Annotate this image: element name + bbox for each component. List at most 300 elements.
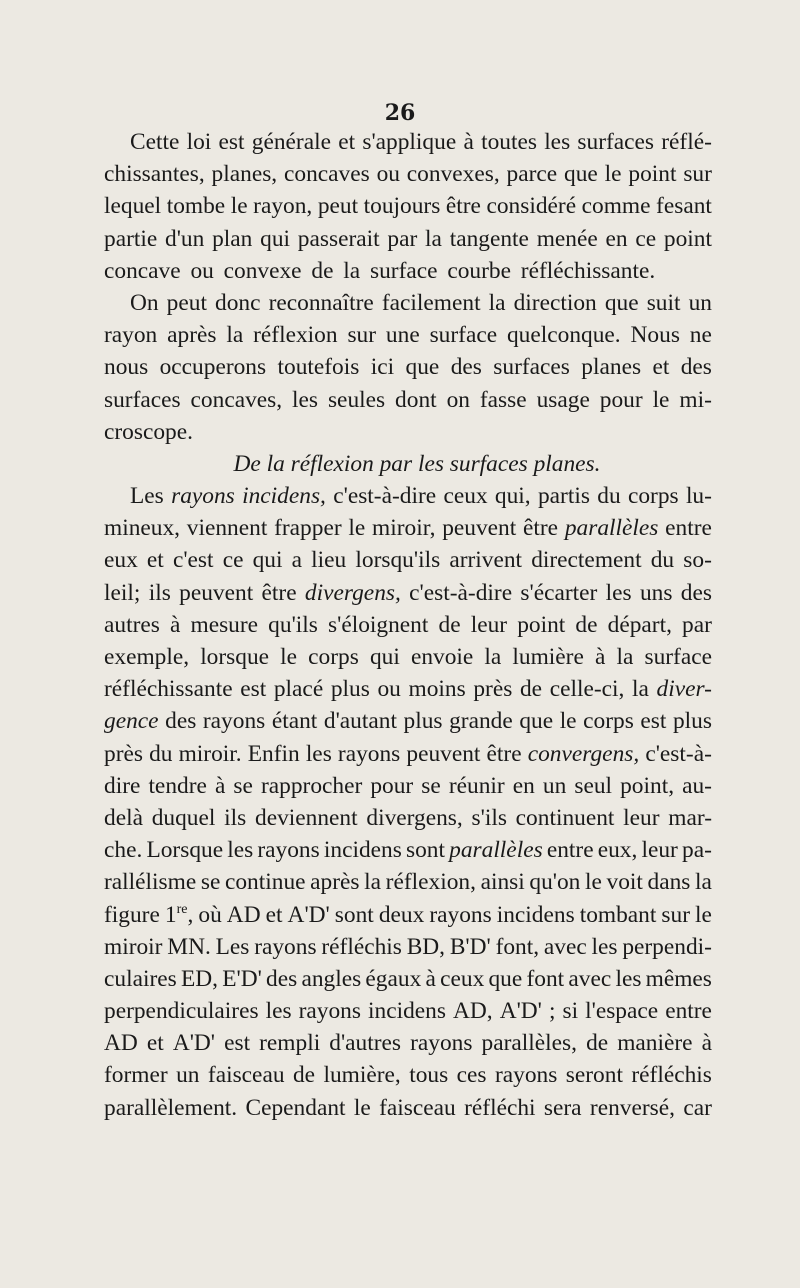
- word: réflé-: [661, 129, 712, 155]
- word: delà: [104, 804, 143, 831]
- word: tangente: [449, 225, 529, 252]
- word: ils: [224, 804, 247, 831]
- word: tombe: [166, 193, 226, 220]
- word: BD,: [406, 933, 446, 960]
- word: ED,: [180, 965, 218, 992]
- word: de: [292, 1062, 316, 1089]
- word: rayons: [410, 1030, 473, 1057]
- word: se: [233, 772, 253, 799]
- word: A'D': [499, 998, 542, 1025]
- word: à: [594, 644, 606, 670]
- text-line: [104, 480, 712, 512]
- word: ou: [377, 676, 401, 703]
- word: sur: [661, 901, 691, 928]
- word: lumière: [512, 644, 584, 670]
- word: est: [640, 708, 667, 735]
- word: le: [604, 161, 622, 188]
- word: toutefois: [277, 354, 360, 381]
- figure-number: 1: [164, 901, 177, 928]
- word: moins: [408, 676, 466, 703]
- word: convexes,: [406, 161, 500, 188]
- word: un: [688, 289, 712, 316]
- word: corps: [627, 483, 679, 510]
- word: sont: [334, 901, 374, 928]
- word: les: [615, 965, 642, 992]
- word: surface: [644, 644, 712, 670]
- word: un: [176, 1062, 200, 1089]
- word: mi-: [679, 386, 712, 413]
- word: seront: [565, 1062, 623, 1089]
- word: le: [585, 869, 602, 896]
- word: des: [165, 708, 197, 735]
- body-text: [104, 126, 712, 1124]
- word: être: [445, 193, 481, 220]
- word: qui,: [494, 483, 531, 510]
- word: s'écarter: [520, 579, 598, 606]
- word: une: [385, 322, 420, 349]
- word: des: [266, 965, 298, 992]
- word: sur: [347, 322, 377, 349]
- word: peuvent: [406, 740, 481, 767]
- word: che.: [104, 837, 143, 864]
- word: reconnaître: [268, 289, 374, 316]
- word: et: [652, 354, 670, 381]
- word: la: [484, 644, 502, 670]
- word: concave: [104, 257, 181, 284]
- word: figure: [104, 901, 160, 928]
- word: pour: [599, 386, 643, 413]
- word: ceux: [440, 965, 485, 992]
- word: faisceau: [207, 1062, 285, 1089]
- section-heading: [104, 448, 712, 480]
- word: partis: [537, 483, 590, 510]
- text-line: [104, 866, 712, 898]
- word: se: [200, 869, 221, 896]
- text-line: [104, 577, 712, 609]
- word: à: [169, 611, 181, 638]
- word: font: [526, 965, 565, 992]
- word: point: [628, 161, 677, 188]
- word: peut: [317, 193, 359, 220]
- text-line: [104, 834, 712, 866]
- word: l'espace: [585, 998, 659, 1025]
- word: ce: [635, 225, 657, 252]
- word: mesure: [190, 611, 259, 638]
- word: 1re,: [165, 899, 193, 931]
- word: après: [167, 322, 217, 349]
- word: lorsqu'ils: [355, 547, 441, 574]
- word: rayons: [202, 708, 266, 735]
- word: réfléchis: [631, 1062, 712, 1089]
- word: incidens: [368, 998, 446, 1025]
- word: Enfin: [247, 740, 300, 767]
- word: au-: [682, 772, 712, 799]
- word: former: [104, 1062, 168, 1089]
- word: ainsi: [480, 869, 525, 896]
- word: comme: [581, 193, 651, 220]
- word: on: [446, 386, 470, 413]
- word: rayons: [337, 740, 401, 767]
- text-line: [104, 223, 712, 255]
- word: le: [348, 515, 366, 542]
- word: que: [564, 161, 598, 188]
- word: d'un: [165, 225, 205, 252]
- word: tombant: [579, 901, 657, 928]
- word: faisceau: [379, 1094, 456, 1121]
- word: Lorsque: [146, 837, 224, 864]
- word: peuvent: [179, 579, 254, 606]
- word: courbe: [447, 257, 511, 284]
- word: tous: [409, 1062, 449, 1089]
- text-line: [104, 931, 712, 963]
- word: incidens,: [242, 483, 326, 510]
- word: rayons: [254, 933, 317, 960]
- word: en: [512, 772, 535, 799]
- word: avec: [543, 933, 587, 960]
- word: renversé,: [589, 1094, 675, 1121]
- word: mêmes: [645, 965, 712, 992]
- word: rayons: [171, 483, 235, 510]
- word: et: [338, 129, 356, 155]
- word: rayons: [298, 998, 361, 1025]
- text-line: [104, 899, 712, 931]
- word: plan: [212, 225, 253, 252]
- word: entre: [665, 998, 712, 1025]
- word: s'applique: [362, 129, 457, 155]
- word: corps: [308, 644, 359, 670]
- word: deviennent: [255, 804, 358, 831]
- word: le: [559, 708, 577, 735]
- word: parallèles: [564, 515, 659, 542]
- word: réflexion,: [385, 869, 476, 896]
- word: angles: [301, 965, 362, 992]
- word: les: [544, 129, 571, 155]
- word: des: [680, 354, 712, 381]
- text-line: [104, 802, 712, 834]
- text-line: [104, 705, 712, 737]
- word: donc: [215, 289, 261, 316]
- word: autres: [104, 611, 160, 638]
- word: convexe: [223, 257, 302, 284]
- word: sont: [405, 837, 445, 864]
- word: usage: [536, 386, 590, 413]
- word: car: [683, 1094, 712, 1121]
- word: entre: [665, 515, 712, 542]
- word: surface: [369, 257, 438, 284]
- word: qu'on: [529, 869, 581, 896]
- word: des: [450, 354, 482, 381]
- text-line: [104, 1059, 712, 1091]
- text-line: [104, 544, 712, 576]
- word: que: [488, 965, 523, 992]
- word: planes: [581, 354, 642, 381]
- text-line: [104, 416, 712, 448]
- word: point: [517, 611, 566, 638]
- word: d'autant: [323, 708, 397, 735]
- word: pa-: [682, 837, 712, 864]
- word: les: [305, 740, 332, 767]
- word: surfaces: [577, 129, 655, 155]
- word: réfléchi: [464, 1094, 536, 1121]
- word: des: [680, 579, 712, 606]
- word: générale: [251, 129, 331, 155]
- text-line: [104, 319, 712, 351]
- word: leil;: [104, 579, 141, 606]
- word: point: [663, 225, 712, 252]
- word: la: [616, 644, 634, 670]
- word: qui: [260, 225, 291, 252]
- word: Les: [215, 933, 250, 960]
- word: la: [425, 225, 442, 252]
- word: divergens,: [366, 804, 463, 831]
- word: de: [311, 257, 334, 284]
- word: suit: [646, 289, 681, 316]
- word: perpendiculaires: [104, 998, 259, 1025]
- word: où: [198, 901, 222, 928]
- word: du: [149, 740, 173, 767]
- word: rayons: [257, 837, 320, 864]
- word: se: [421, 772, 441, 799]
- word: que: [604, 289, 639, 316]
- text-line: [104, 287, 712, 319]
- word: départ,: [607, 611, 672, 638]
- word: en: [605, 225, 628, 252]
- word: est: [218, 129, 245, 155]
- word: et: [146, 1030, 164, 1057]
- heading-text: De la réflexion par les surfaces planes.: [233, 450, 601, 477]
- word: ils: [148, 579, 171, 606]
- text-line: [104, 126, 712, 158]
- word: grande: [449, 708, 513, 735]
- word: les: [227, 837, 254, 864]
- word: dire: [104, 772, 141, 799]
- word: et: [265, 901, 283, 928]
- word: sur: [683, 161, 712, 188]
- text-line: [104, 190, 712, 222]
- word: uns: [639, 579, 673, 606]
- word: qui: [252, 547, 283, 574]
- word: peut: [166, 289, 207, 316]
- word: celle-ci,: [549, 676, 625, 703]
- word: lorsque: [200, 644, 270, 670]
- word: à: [463, 129, 474, 155]
- word: viennent: [186, 515, 268, 542]
- word: surfaces: [104, 386, 181, 413]
- word: rallélisme: [104, 869, 197, 896]
- word: incidens: [496, 901, 575, 928]
- word: c'est-à-dire: [333, 483, 437, 510]
- word: a: [291, 547, 303, 574]
- word: réflexion: [253, 322, 338, 349]
- word: la: [364, 869, 382, 896]
- word: mar-: [668, 804, 712, 831]
- word: ceux: [443, 483, 488, 510]
- word: rapprocher: [260, 772, 363, 799]
- word: convergens,: [527, 740, 640, 767]
- word: leur: [641, 837, 678, 864]
- word: à: [214, 772, 226, 799]
- word: le: [280, 644, 298, 670]
- word: rayons: [494, 1062, 558, 1089]
- word: parallèles,: [481, 1030, 577, 1057]
- text-line: [104, 351, 712, 383]
- word: parce: [506, 161, 558, 188]
- word: le: [353, 1094, 371, 1121]
- word: ces: [456, 1062, 487, 1089]
- text-line: [104, 738, 712, 770]
- word: facilement: [381, 289, 481, 316]
- word: ;: [548, 998, 556, 1025]
- word: fesant: [656, 193, 712, 220]
- word: avec: [568, 965, 612, 992]
- word: lumière,: [323, 1062, 401, 1089]
- word: plus: [330, 676, 370, 703]
- word: leur: [470, 611, 508, 638]
- word: plus: [672, 708, 712, 735]
- word: être: [261, 579, 297, 606]
- word: toutes: [481, 129, 537, 155]
- word: si: [562, 998, 579, 1025]
- word: c'est: [172, 547, 214, 574]
- word: du: [650, 547, 675, 574]
- word: On: [130, 289, 159, 316]
- word: est: [240, 676, 267, 703]
- word: ne: [689, 322, 712, 349]
- word: de: [575, 611, 598, 638]
- word: de: [438, 611, 461, 638]
- word: AD: [104, 1030, 138, 1057]
- word: Nous: [630, 322, 680, 349]
- word: deux: [378, 901, 425, 928]
- word: par: [387, 225, 418, 252]
- word: rayon,: [253, 193, 313, 220]
- word: est: [224, 1030, 251, 1057]
- text-line: [104, 384, 712, 416]
- word: miroir,: [372, 515, 436, 542]
- word: réfléchis: [321, 933, 402, 960]
- word: être: [523, 515, 559, 542]
- word: envoie: [410, 644, 474, 670]
- word: lequel: [104, 193, 162, 220]
- word: parallèlement.: [104, 1094, 238, 1121]
- word: et: [146, 547, 164, 574]
- text-line: [104, 512, 712, 544]
- word: miroir.: [178, 740, 242, 767]
- word: eux: [104, 547, 138, 574]
- text-line: [104, 995, 712, 1027]
- word: seules: [327, 386, 386, 413]
- word: s'éloignent: [328, 611, 429, 638]
- word: réfléchissante: [104, 676, 233, 703]
- word: près: [473, 676, 513, 703]
- word: toujours: [363, 193, 441, 220]
- word: réfléchissante.: [520, 257, 656, 284]
- word: frapper: [274, 515, 342, 542]
- word: croscope.: [104, 418, 193, 445]
- word: réunir: [448, 772, 505, 799]
- word: AD: [226, 901, 261, 928]
- word: parallèles: [449, 837, 543, 864]
- word: Cependant: [245, 1094, 346, 1121]
- word: du: [597, 483, 621, 510]
- word: E'D': [222, 965, 262, 992]
- ordinal-superscript: re: [176, 901, 188, 917]
- word: ce: [222, 547, 244, 574]
- word: concaves,: [190, 386, 283, 413]
- word: fasse: [479, 386, 527, 413]
- word: le: [652, 386, 670, 413]
- word: ici: [370, 354, 395, 381]
- word: la: [343, 257, 361, 284]
- word: directement: [531, 547, 642, 574]
- word: après: [310, 869, 360, 896]
- word: chissantes,: [104, 161, 205, 188]
- word: par: [682, 611, 712, 638]
- word: les: [605, 579, 632, 606]
- word: lieu: [311, 547, 347, 574]
- word: le: [230, 193, 248, 220]
- word: que: [519, 708, 554, 735]
- word: voit: [606, 869, 643, 896]
- word: occuperons: [159, 354, 267, 381]
- word: perpendi-: [622, 933, 712, 960]
- word: près: [104, 740, 143, 767]
- word: de: [586, 1030, 609, 1057]
- word: Cette: [130, 129, 180, 155]
- word: point,: [620, 772, 675, 799]
- text-line: [104, 158, 712, 190]
- word: diver-: [656, 676, 712, 703]
- word: arrivent: [449, 547, 523, 574]
- word: qui: [369, 644, 400, 670]
- word: c'est-à-: [645, 740, 712, 767]
- word: planes,: [211, 161, 278, 188]
- word: d'autres: [329, 1030, 402, 1057]
- word: dans: [647, 869, 691, 896]
- word: qu'ils: [268, 611, 318, 638]
- word: tendre: [148, 772, 207, 799]
- word: rayon: [104, 322, 158, 349]
- word: lu-: [685, 483, 712, 510]
- word: MN.: [167, 933, 211, 960]
- word: concaves: [284, 161, 370, 188]
- word: égaux: [365, 965, 422, 992]
- word: le: [695, 901, 712, 928]
- word: la: [488, 289, 506, 316]
- word: pour: [370, 772, 414, 799]
- word: B'D': [449, 933, 491, 960]
- word: quelconque.: [506, 322, 621, 349]
- word: menée: [536, 225, 598, 252]
- word: dont: [395, 386, 437, 413]
- word: loi: [186, 129, 212, 155]
- word: un: [542, 772, 567, 799]
- word: font,: [495, 933, 540, 960]
- word: incidens: [323, 837, 402, 864]
- text-line: [104, 255, 712, 287]
- word: s'ils: [471, 804, 507, 831]
- word: so-: [683, 547, 712, 574]
- text-line: [104, 1027, 712, 1059]
- word: duquel: [151, 804, 216, 831]
- word: seul: [574, 772, 613, 799]
- text-line: [104, 641, 712, 673]
- text-line: [104, 609, 712, 641]
- text-line: [104, 1092, 712, 1124]
- word: divergens,: [304, 579, 401, 606]
- word: la: [695, 869, 712, 896]
- text-line: [104, 963, 712, 995]
